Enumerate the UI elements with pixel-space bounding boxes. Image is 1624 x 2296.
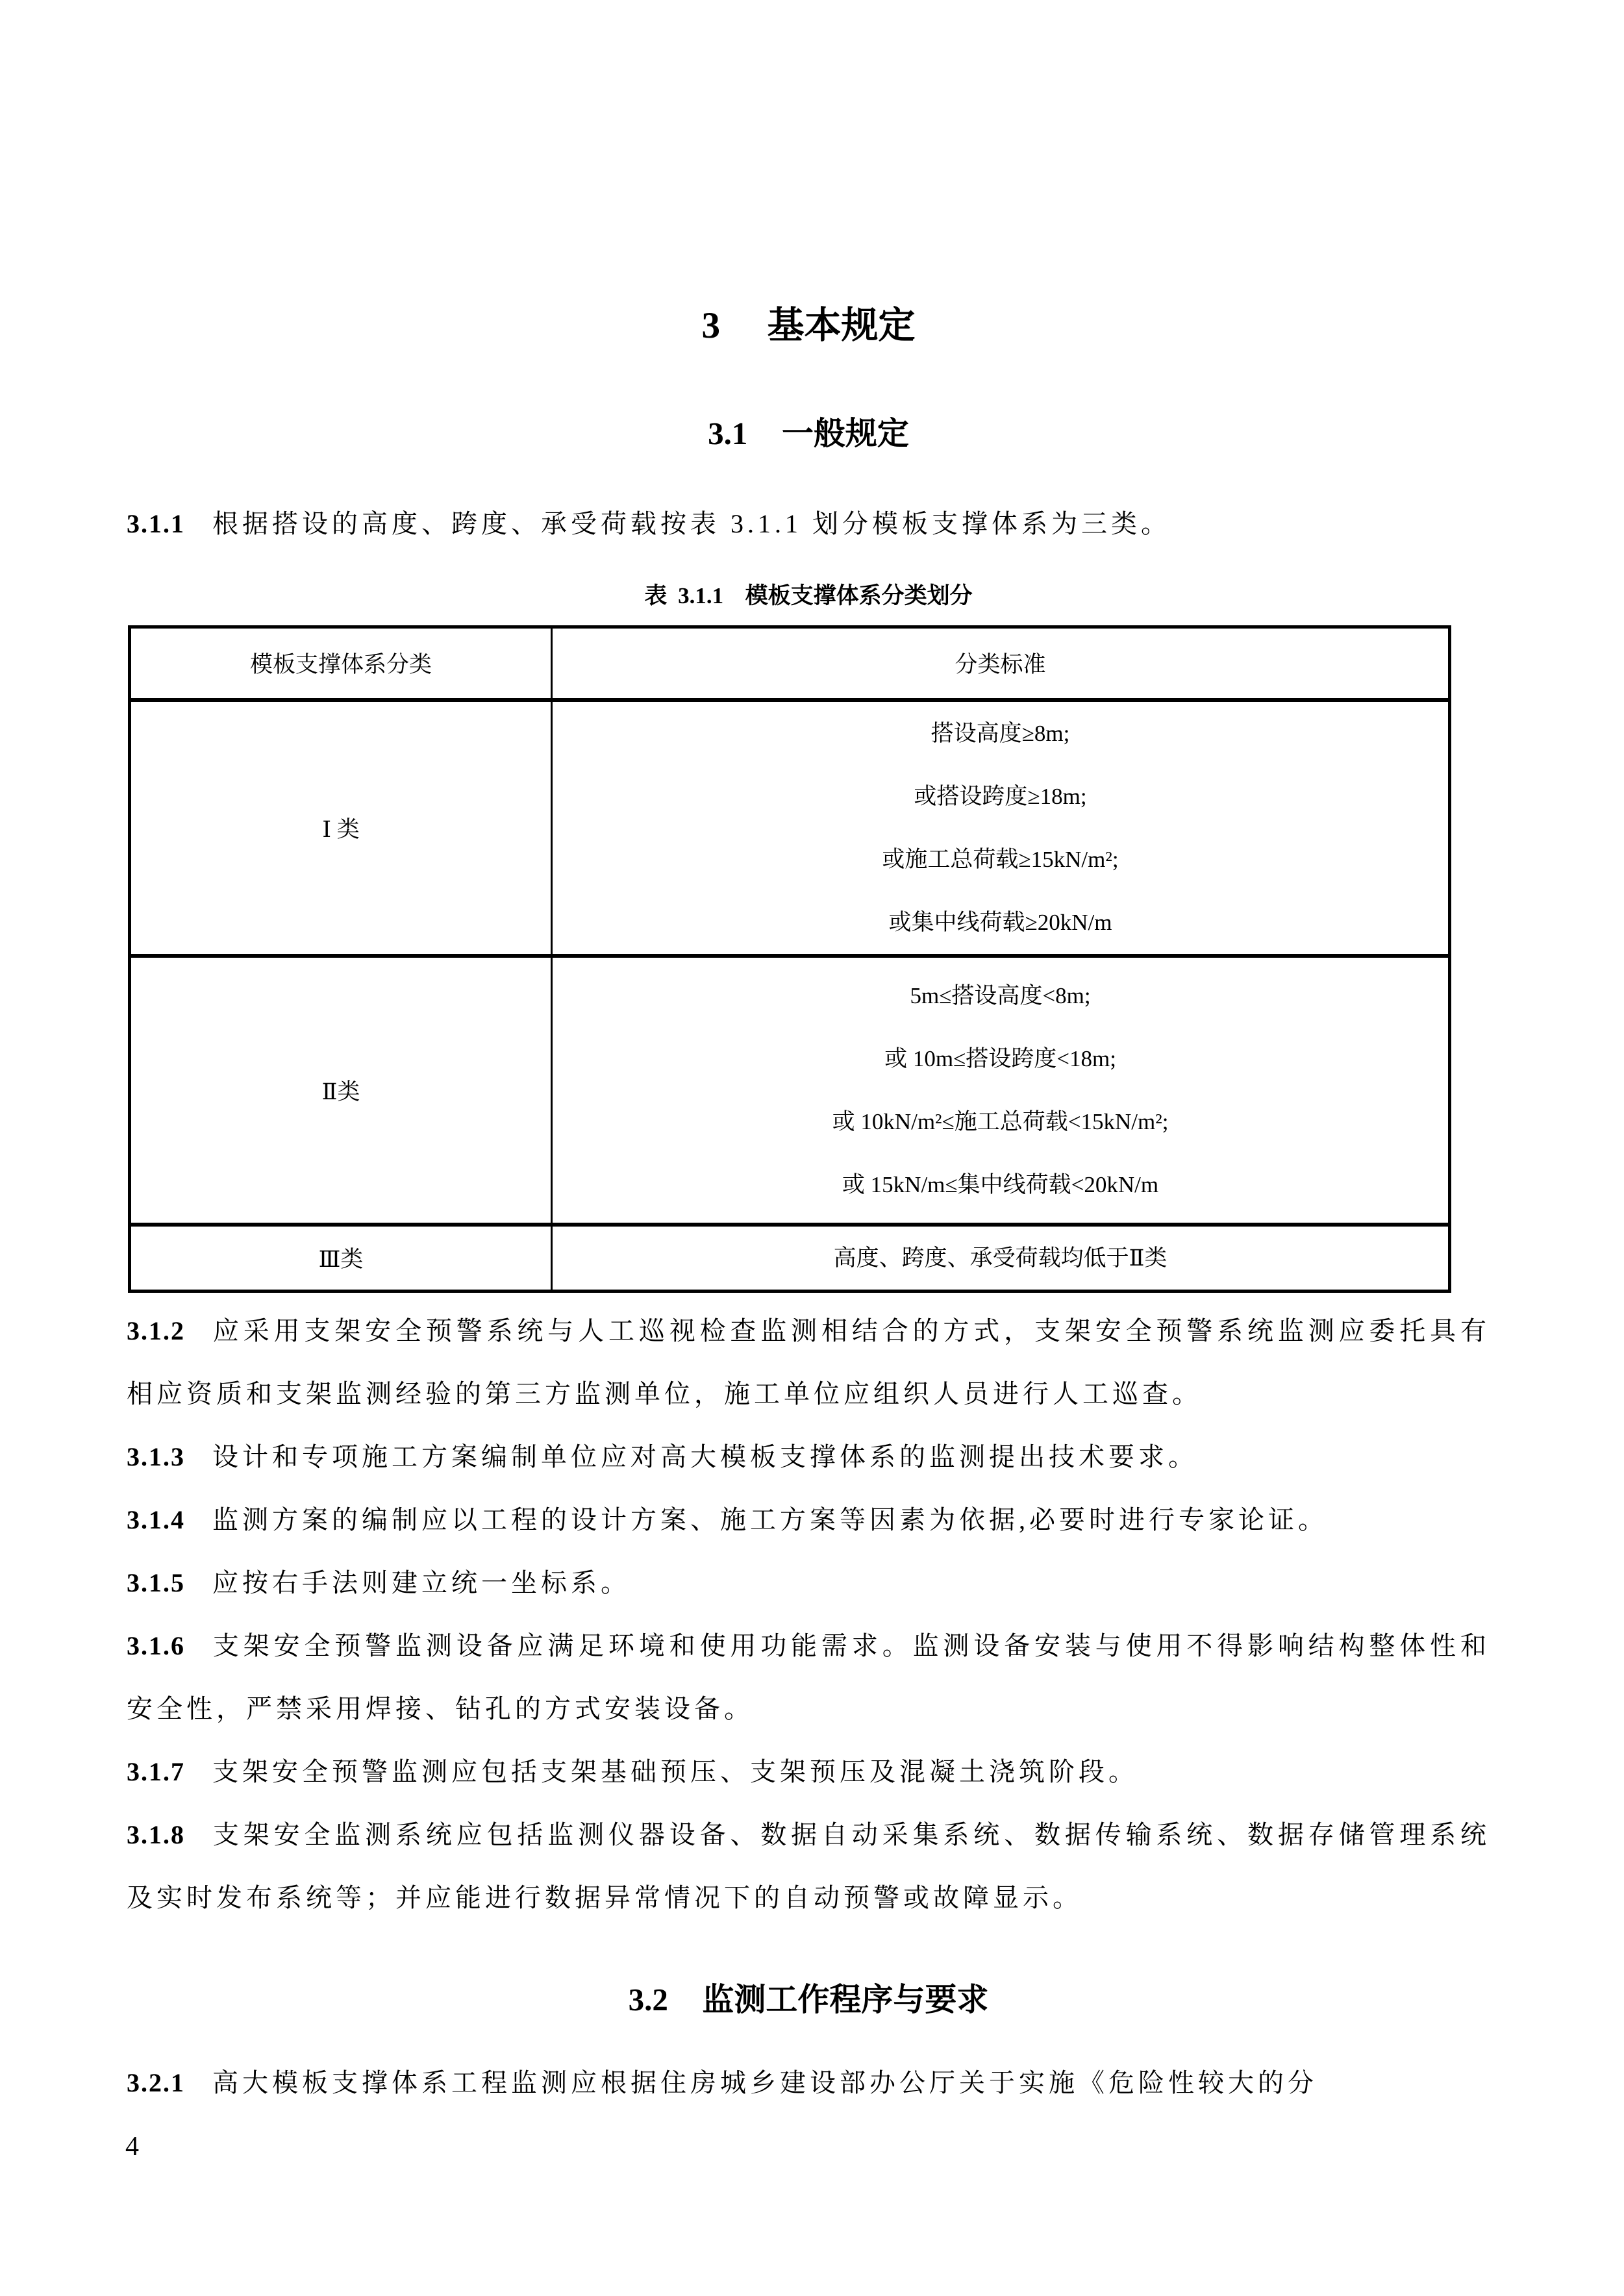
clause-3-1-5 (127, 1551, 1490, 1614)
clause-3-1-1-number: 3.1.1 (127, 509, 185, 538)
clause-3-1-4-text: 监测方案的编制应以工程的设计方案、施工方案等因素为依据,必要时进行专家论证。 (212, 1504, 1328, 1534)
clause-3-1-3-text: 设计和专项施工方案编制单位应对高大模板支撑体系的监测提出技术要求。 (212, 1441, 1198, 1471)
criteria-line: 高度、跨度、承受荷载均低于Ⅱ类 (833, 1245, 1168, 1271)
clause-3-2-1-number: 3.2.1 (127, 2067, 185, 2097)
clause-3-1-4 (127, 1488, 1490, 1551)
table-row-class-3 (130, 1225, 1450, 1292)
clause-3-1-7-number: 3.1.7 (127, 1756, 185, 1786)
criteria-line: 或 15kN/m≤集中线荷载<20kN/m (842, 1171, 1159, 1197)
criteria-cell-class-1 (552, 700, 1450, 956)
criteria-line: 5m≤搭设高度<8m; (910, 982, 1091, 1008)
criteria-cell-class-3 (552, 1225, 1450, 1292)
clause-3-1-7 (127, 1740, 1490, 1803)
category-cell-class-2: Ⅱ类 (130, 956, 552, 1225)
table-header-category: 模板支撑体系分类 (130, 627, 552, 700)
chapter-title: 3 基本规定 (701, 305, 916, 346)
criteria-line: 搭设高度≥8m; (931, 720, 1070, 746)
clause-3-1-1 (127, 492, 1490, 555)
clause-3-1-3 (127, 1425, 1490, 1488)
clause-3-1-8-number: 3.1.8 (127, 1819, 185, 1849)
clause-3-1-6-text: 支架安全预警监测设备应满足环境和使用功能需求。监测设备安装与使用不得影响结构整体性和安全性，严禁采用焊接、钻孔的方式安装设备。 (127, 1630, 1490, 1723)
criteria-line: 或集中线荷载≥20kN/m (888, 909, 1112, 935)
clause-3-1-7-text: 支架安全预警监测应包括支架基础预压、支架预压及混凝土浇筑阶段。 (212, 1756, 1138, 1786)
clause-3-1-5-text: 应按右手法则建立统一坐标系。 (212, 1567, 631, 1597)
criteria-line: 或搭设跨度≥18m; (914, 783, 1087, 809)
table-header-row (130, 627, 1450, 700)
criteria-line: 或 10kN/m²≤施工总荷载<15kN/m²; (832, 1108, 1169, 1134)
clause-3-1-1-text: 根据搭设的高度、跨度、承受荷载按表 3.1.1 划分模板支撑体系为三类。 (212, 509, 1171, 538)
category-cell-class-3: Ⅲ类 (130, 1225, 552, 1292)
clause-3-1-2-number: 3.1.2 (127, 1316, 185, 1345)
clause-3-1-8 (127, 1803, 1490, 1929)
clause-3-1-6-number: 3.1.6 (127, 1630, 185, 1660)
clause-3-1-8-text: 支架安全监测系统应包括监测仪器设备、数据自动采集系统、数据传输系统、数据存储管理系统及实时发布系统等；并应能进行数据异常情况下的自动预警或故障显示。 (127, 1819, 1490, 1912)
table-row-class-2 (130, 956, 1450, 1225)
clause-3-2-1-text: 高大模板支撑体系工程监测应根据住房城乡建设部办公厅关于实施《危险性较大的分 (212, 2067, 1318, 2097)
page-number: 4 (125, 2132, 139, 2162)
clause-3-1-2-text: 应采用支架安全预警系统与人工巡视检查监测相结合的方式，支架安全预警系统监测应委托具有相应资质和支架监测经验的第三方监测单位，施工单位应组织人员进行人工巡查。 (127, 1316, 1490, 1408)
table-caption: 表 3.1.1 模板支撑体系分类划分 (644, 583, 973, 608)
clause-3-1-4-number: 3.1.4 (127, 1504, 185, 1534)
clause-3-1-3-number: 3.1.3 (127, 1441, 185, 1471)
criteria-line: 或施工总荷载≥15kN/m²; (882, 846, 1119, 872)
criteria-cell-class-2 (552, 956, 1450, 1225)
clause-3-1-6 (127, 1614, 1490, 1740)
clause-3-1-5-number: 3.1.5 (127, 1567, 185, 1597)
table-header-criteria: 分类标准 (552, 627, 1450, 700)
clause-3-1-2 (127, 1299, 1490, 1425)
classification-table (128, 625, 1451, 1293)
category-cell-class-1: Ⅰ 类 (130, 700, 552, 956)
criteria-line: 或 10m≤搭设跨度<18m; (884, 1045, 1116, 1071)
clause-3-2-1 (127, 2051, 1490, 2114)
section-3-2-title: 3.2 监测工作程序与要求 (628, 1981, 989, 2017)
section-3-1-title: 3.1 一般规定 (708, 416, 909, 451)
table-row-class-1 (130, 700, 1450, 956)
